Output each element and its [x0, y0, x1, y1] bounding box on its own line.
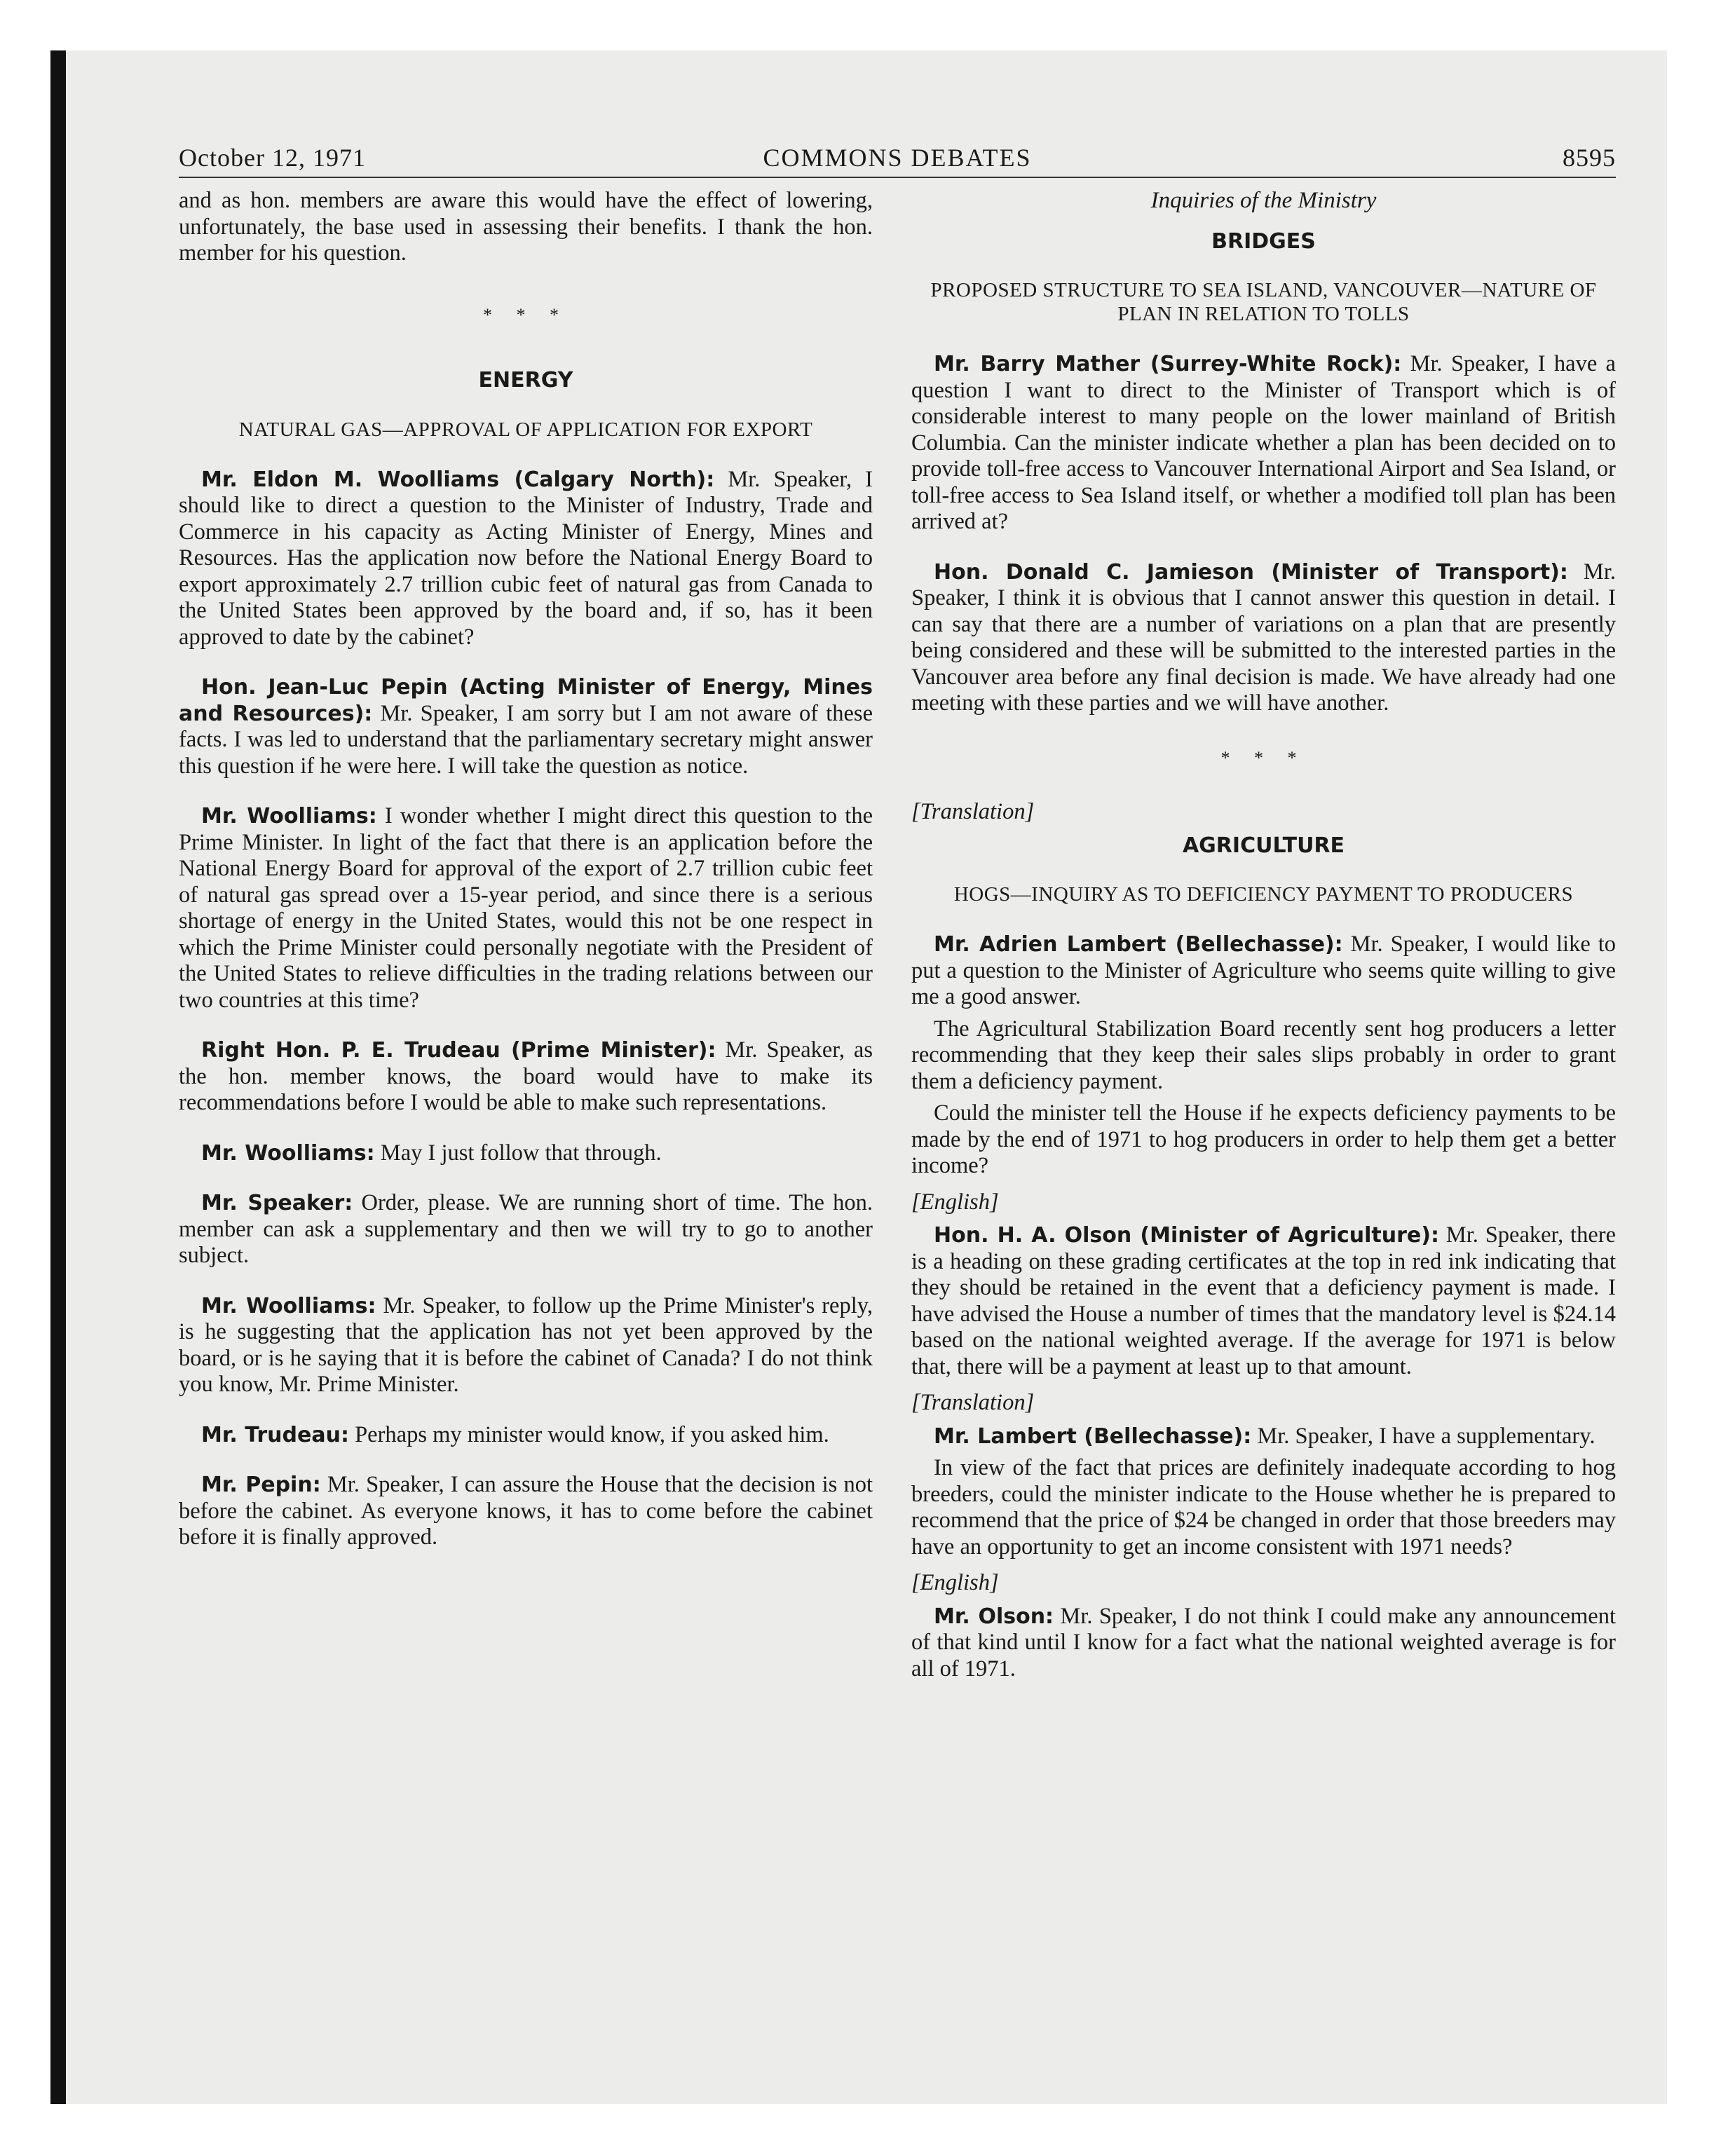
paragraph: The Agricultural Stabilization Board recently sent hog producers a letter recommending that they keep their sales slips probably in order to grant them a deficiency payment.: [911, 1016, 1616, 1094]
section-separator: * * *: [1220, 747, 1307, 768]
speech: [179, 1037, 873, 1117]
speaker-name: Hon. Donald C. Jamieson (Minister of Transport):: [934, 559, 1568, 585]
subject-heading: HOGS—INQUIRY AS TO DEFICIENCY PAYMENT TO PRODUCERS: [953, 883, 1574, 906]
speaker-name: Mr. Woolliams:: [201, 804, 377, 828]
page-header: [179, 140, 1616, 178]
speaker-name: Mr. Barry Mather (Surrey-White Rock):: [934, 352, 1402, 376]
rubric-heading: BRIDGES: [1211, 228, 1316, 254]
speech: [179, 467, 873, 651]
speech-text: Mr. Speaker, I do not think I could make any announcement of that kind until I know for a fact what the national weighted average is for all of 1971.: [911, 1603, 1616, 1681]
right-column: [911, 188, 1616, 1706]
speech: [911, 932, 1616, 1011]
speaker-name: Mr. Adrien Lambert (Bellechasse):: [934, 932, 1343, 957]
language-marker: [Translation]: [911, 1390, 1035, 1415]
speech: [911, 1222, 1616, 1380]
speech: [179, 803, 873, 1014]
continued-paragraph: and as hon. members are aware this would have the effect of lowering, unfortunately, the base used in assessing their benefits. I thank the hon. member for his question.: [179, 188, 873, 266]
paragraph: Could the minister tell the House if he expects deficiency payments to be made by the end of 1971 to hog producers in order to help them get a better income?: [911, 1100, 1616, 1178]
speech: [179, 1472, 873, 1551]
rubric-heading: AGRICULTURE: [1182, 833, 1345, 858]
speaker-name: Mr. Woolliams:: [201, 1140, 375, 1166]
speech: [911, 559, 1616, 717]
header-page-number: 8595: [1563, 144, 1616, 172]
speech-text: Mr. Speaker, there is a heading on these grading certificates at the top in red ink indicating that they should be retained in the event that a deficiency payment is made. I have advised the House a number of times that the mandatory level is $24.14 based on the national weighted average. If the average for 1971 is below that, there will be a payment at least up to that amount.: [911, 1222, 1616, 1379]
speech-text: Mr. Speaker, I can assure the House that the decision is not before the cabinet. As everyone knows, it has to come before the cabinet before it is finally approved.: [179, 1472, 873, 1550]
speaker-name: Hon. Jean-Luc Pepin (Acting Minister of Energy, Mines and Resources):: [179, 675, 873, 726]
speaker-name: Mr. Olson:: [934, 1604, 1054, 1629]
speech-text: Mr. Speaker, I should like to direct a question to the Minister of Industry, Trade and Commerce in his capacity as Acting Minister of Energy, Mines and Resources. Has the application now before the National Energy Board to export approximately 2.7 trillion cubic feet of natural gas from Canada to the United States been approved by the board and, if so, has it been approved to date by the cabinet?: [179, 466, 873, 650]
speaker-name: Right Hon. P. E. Trudeau (Prime Minister):: [201, 1038, 716, 1063]
speaker-name: Mr. Trudeau:: [201, 1422, 349, 1447]
speech-text: Mr. Speaker, I have a question I want to direct to the Minister of Transport which is of considerable interest to many people on the lower mainland of British Columbia. Can the minister indicate whether a plan has been decided on to provide toll-free access to Vancouver International Airport and Sea Island, or toll-free access to Sea Island itself, or whether a modified toll plan has been arrived at?: [911, 351, 1616, 534]
speaker-name: Hon. H. A. Olson (Minister of Agriculture):: [934, 1223, 1439, 1248]
paragraph: In view of the fact that prices are definitely inadequate according to hog breeders, could the minister indicate to the House whether he is prepared to recommend that the price of $24 be changed in order that those breeders may have an opportunity to get an income consistent with 1971 needs?: [911, 1455, 1616, 1560]
header-journal-title: COMMONS DEBATES: [763, 144, 1032, 172]
speech: [179, 1190, 873, 1269]
language-marker: [English]: [911, 1570, 999, 1595]
speech: [179, 1293, 873, 1398]
section-title: Inquiries of the Ministry: [1150, 188, 1377, 213]
speech-text: Mr. Speaker, I have a supplementary.: [1251, 1423, 1595, 1449]
speech: [179, 1422, 873, 1449]
speaker-name: Mr. Woolliams:: [201, 1293, 376, 1318]
speaker-name: Mr. Pepin:: [201, 1473, 321, 1497]
speaker-name: Mr. Eldon M. Woolliams (Calgary North):: [201, 467, 715, 492]
scan-edge-shadow: [50, 50, 66, 2104]
rubric-heading: ENERGY: [478, 368, 573, 393]
speech-text: Mr. Speaker, to follow up the Prime Minister's reply, is he suggesting that the application has not yet been approved by the board, or is he saying that it is before the cabinet of Canada? I do not think you know, Mr. Prime Minister.: [179, 1292, 873, 1397]
language-marker: [English]: [911, 1189, 999, 1215]
subject-heading: PROPOSED STRUCTURE TO SEA ISLAND, VANCOUVER—NATURE OF PLAN IN RELATION TO TOLLS: [930, 279, 1597, 325]
speech: [179, 1140, 873, 1167]
left-column: [179, 188, 873, 1575]
language-marker: [Translation]: [911, 799, 1035, 824]
speech-text: Mr. Speaker, I would like to put a question to the Minister of Agriculture who seems quite willing to give me a good answer.: [911, 932, 1616, 1009]
speech: [179, 674, 873, 779]
speech: [911, 1424, 1616, 1450]
speech-text: May I just follow that through.: [374, 1140, 662, 1166]
speech-text: Mr. Speaker, I think it is obvious that I cannot answer this question in detail. I can say that there are a number of variations on a plan that are presently being considered and these will be submitted to the interested parties in the Vancouver area before any final decision is made. We have already had one meeting with these parties and we will have another.: [911, 559, 1616, 716]
speech: [911, 1604, 1616, 1683]
speaker-name: Mr. Speaker:: [201, 1191, 353, 1215]
speech-text: Perhaps my minister would know, if you asked him.: [348, 1421, 829, 1447]
section-separator: * * *: [483, 304, 569, 325]
speech-text: Mr. Speaker, as the hon. member knows, the board would have to make its recommendations before I would be able to make such representations.: [179, 1037, 873, 1115]
speech-text: Order, please. We are running short of time. The hon. member can ask a supplementary and then we will try to go to another subject.: [179, 1190, 873, 1268]
speech: [911, 351, 1616, 535]
speaker-name: Mr. Lambert (Bellechasse):: [934, 1424, 1252, 1449]
subject-heading: NATURAL GAS—APPROVAL OF APPLICATION FOR EXPORT: [238, 418, 813, 441]
speech-text: Mr. Speaker, I am sorry but I am not aware of these facts. I was led to understand that the parliamentary secretary might answer this question if he were here. I will take the question as notice.: [179, 700, 873, 779]
speech-text: I wonder whether I might direct this question to the Prime Minister. In light of the fact that there is an application before the National Energy Board for approval of the export of 2.7 trillion cubic feet of natural gas spread over a 15-year period, and since there is a serious shortage of energy in the United States, would this not be one respect in which the Prime Minister could personally negotiate with the President of the United States to relieve difficulties in the trading relations between our two countries at this time?: [179, 803, 873, 1013]
header-date: October 12, 1971: [179, 144, 366, 172]
